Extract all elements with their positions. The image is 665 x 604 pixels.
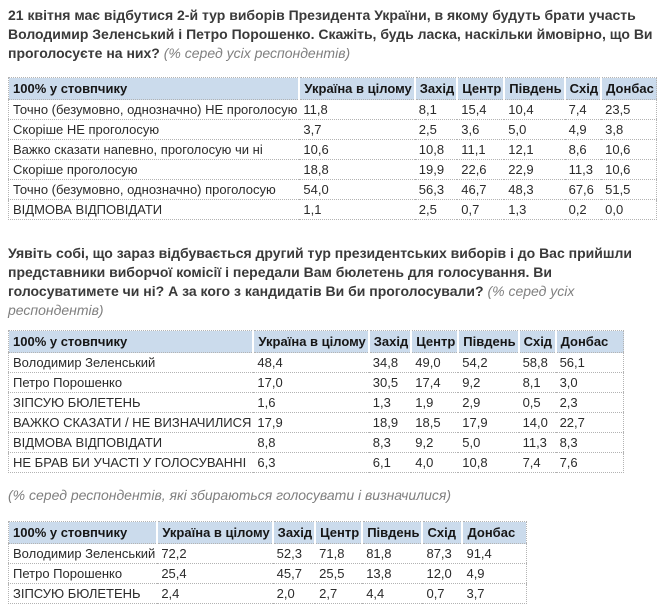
column-header: Схід	[565, 78, 602, 100]
row-label: ВІДМОВА ВІДПОВІДАТИ	[9, 433, 254, 453]
row-label: Важко сказати напевно, проголосую чи ні	[9, 140, 300, 160]
cell-value: 22,6	[457, 160, 504, 180]
table-vote-likelihood-by-region	[8, 77, 657, 220]
table-row	[9, 200, 657, 220]
cell-value: 8,1	[519, 373, 556, 393]
cell-value: 49,0	[411, 353, 458, 373]
decided-voters-note: (% серед респондентів, які збираються голосувати і визначилися)	[8, 487, 452, 503]
cell-value: 71,8	[315, 544, 362, 564]
header-row	[9, 331, 624, 353]
cell-value: 10,8	[415, 140, 457, 160]
cell-value: 2,3	[556, 393, 624, 413]
cell-value: 46,7	[457, 180, 504, 200]
cell-value: 10,6	[601, 160, 656, 180]
cell-value: 45,7	[273, 564, 315, 584]
table-row	[9, 140, 657, 160]
column-header: Центр	[411, 331, 458, 353]
cell-value: 8,1	[415, 100, 457, 120]
cell-value: 30,5	[369, 373, 411, 393]
table-row	[9, 393, 624, 413]
row-label: Володимир Зеленський	[9, 544, 158, 564]
table-row	[9, 160, 657, 180]
cell-value: 54,2	[458, 353, 518, 373]
cell-value: 11,1	[457, 140, 504, 160]
row-label: НЕ БРАВ БИ УЧАСТІ У ГОЛОСУВАННІ	[13, 455, 247, 470]
cell-value: 25,4	[157, 564, 272, 584]
cell-value: 17,0	[253, 373, 368, 393]
column-header: Центр	[457, 78, 504, 100]
cell-value: 11,3	[519, 433, 556, 453]
cell-value: 4,0	[415, 455, 434, 470]
cell-value: 9,2	[458, 373, 518, 393]
table-row	[9, 544, 527, 564]
column-header-label: 100% у стовпчику	[9, 331, 254, 353]
column-header: Південь	[458, 331, 518, 353]
column-header: Південь	[504, 78, 564, 100]
question-1-note: (% серед усіх респондентів)	[163, 45, 351, 61]
row-label: Скоріше проголосую	[9, 160, 300, 180]
question-1	[8, 6, 657, 63]
row-label: ЗІПСУЮ БЮЛЕТЕНЬ	[13, 586, 141, 601]
cell-value: 17,9	[253, 413, 368, 433]
cell-value: 11,3	[565, 160, 602, 180]
cell-value: 17,9	[458, 413, 518, 433]
cell-value: 3,7	[466, 586, 485, 601]
cell-value: 81,8	[362, 544, 422, 564]
cell-value: 10,6	[299, 140, 414, 160]
cell-value: 0,2	[568, 202, 587, 217]
cell-value: 18,8	[299, 160, 414, 180]
cell-value: 6,3	[257, 455, 276, 470]
cell-value: 10,4	[504, 100, 564, 120]
cell-value: 2,5	[415, 120, 457, 140]
cell-value: 8,6	[565, 140, 602, 160]
column-header: Україна в цілому	[157, 522, 272, 544]
cell-value: 58,8	[519, 353, 556, 373]
table-row	[9, 584, 527, 604]
row-label: Петро Порошенко	[9, 373, 254, 393]
column-header: Схід	[422, 522, 462, 544]
column-header: Донбас	[556, 331, 624, 353]
question-2-text: Уявіть собі, що зараз відбувається другий тур президентських виборів і до Вас прийшли представники виборчої комісії і передали Вам бюлетень для голосування. Ви голосуватимете чи ні? А за кого з кандидатів Ви би проголосували?	[8, 245, 633, 299]
cell-value: 2,4	[161, 586, 180, 601]
row-label: ВАЖКО СКАЗАТИ / НЕ ВИЗНАЧИЛИСЯ	[9, 413, 254, 433]
table-row	[9, 180, 657, 200]
table-row	[9, 373, 624, 393]
cell-value: 72,2	[157, 544, 272, 564]
cell-value: 91,4	[462, 544, 526, 564]
cell-value: 0,7	[461, 202, 480, 217]
cell-value: 3,0	[556, 373, 624, 393]
cell-value: 3,8	[601, 120, 656, 140]
cell-value: 7,6	[559, 455, 578, 470]
cell-value: 7,4	[565, 100, 602, 120]
row-label: Точно (безумовно, однозначно) проголосую	[9, 180, 300, 200]
column-header: Схід	[519, 331, 556, 353]
cell-value: 1,3	[369, 393, 411, 413]
cell-value: 14,0	[519, 413, 556, 433]
cell-value: 4,4	[366, 586, 385, 601]
cell-value: 67,6	[565, 180, 602, 200]
cell-value: 4,9	[565, 120, 602, 140]
cell-value: 10,6	[601, 140, 656, 160]
cell-value: 0,0	[605, 202, 624, 217]
cell-value: 51,5	[601, 180, 656, 200]
cell-value: 2,9	[458, 393, 518, 413]
table-vote-choice-all-respondents	[8, 330, 624, 473]
row-label: Петро Порошенко	[9, 564, 158, 584]
cell-value: 52,3	[273, 544, 315, 564]
row-label: ЗІПСУЮ БЮЛЕТЕНЬ	[9, 393, 254, 413]
question-2-note: (% серед усіх респондентів)	[8, 283, 575, 318]
cell-value: 56,1	[556, 353, 624, 373]
cell-value: 19,9	[415, 160, 457, 180]
cell-value: 13,8	[362, 564, 422, 584]
cell-value: 8,8	[253, 433, 368, 453]
column-header: Україна в цілому	[299, 78, 414, 100]
cell-value: 56,3	[415, 180, 457, 200]
cell-value: 25,5	[315, 564, 362, 584]
cell-value: 17,4	[411, 373, 458, 393]
cell-value: 34,8	[369, 353, 411, 373]
cell-value: 11,8	[299, 100, 414, 120]
cell-value: 48,3	[504, 180, 564, 200]
cell-value: 48,4	[253, 353, 368, 373]
table-row	[9, 413, 624, 433]
cell-value: 0,5	[519, 393, 556, 413]
cell-value: 12,1	[504, 140, 564, 160]
column-header: Донбас	[462, 522, 526, 544]
column-header: Донбас	[601, 78, 656, 100]
cell-value: 6,1	[372, 455, 391, 470]
cell-value: 23,5	[601, 100, 656, 120]
cell-value: 2,5	[418, 202, 437, 217]
cell-value: 5,0	[504, 120, 564, 140]
cell-value: 1,6	[253, 393, 368, 413]
cell-value: 2,7	[319, 586, 338, 601]
column-header: Захід	[369, 331, 411, 353]
table-row	[9, 100, 657, 120]
cell-value: 9,2	[411, 433, 458, 453]
question-2	[8, 244, 657, 320]
cell-value: 2,0	[276, 586, 295, 601]
cell-value: 3,7	[299, 120, 414, 140]
column-header: Україна в цілому	[253, 331, 368, 353]
cell-value: 8,3	[369, 433, 411, 453]
cell-value: 15,4	[457, 100, 504, 120]
row-label: ВІДМОВА ВІДПОВІДАТИ	[13, 202, 163, 217]
table-row	[9, 564, 527, 584]
cell-value: 1,3	[508, 202, 527, 217]
column-header-label: 100% у стовпчику	[9, 522, 158, 544]
table-row	[9, 433, 624, 453]
cell-value: 3,6	[457, 120, 504, 140]
cell-value: 5,0	[458, 433, 518, 453]
cell-value: 1,9	[411, 393, 458, 413]
cell-value: 18,9	[369, 413, 411, 433]
table-row	[9, 353, 624, 373]
column-header-label: 100% у стовпчику	[9, 78, 300, 100]
cell-value: 12,0	[422, 564, 462, 584]
column-header: Південь	[362, 522, 422, 544]
table-vote-choice-decided-voters	[8, 521, 527, 604]
cell-value: 54,0	[299, 180, 414, 200]
cell-value: 0,7	[426, 586, 445, 601]
question-1-text: 21 квітня має відбутися 2-й тур виборів Президента України, в якому будуть брати участь Володимир Зеленський і Петро Порошенко. Скажіть, будь ласка, наскільки ймовірно, що Ви проголосуєте на них?	[8, 7, 653, 61]
cell-value: 8,3	[556, 433, 624, 453]
row-label: Володимир Зеленський	[9, 353, 254, 373]
cell-value: 18,5	[411, 413, 458, 433]
cell-value: 87,3	[422, 544, 462, 564]
row-label: Скоріше НЕ проголосую	[9, 120, 300, 140]
header-row	[9, 78, 657, 100]
cell-value: 22,9	[504, 160, 564, 180]
column-header: Центр	[315, 522, 362, 544]
row-label: Точно (безумовно, однозначно) НЕ проголосую	[9, 100, 300, 120]
column-header: Захід	[273, 522, 315, 544]
cell-value: 10,8	[462, 455, 488, 470]
header-row	[9, 522, 527, 544]
cell-value: 4,9	[462, 564, 526, 584]
cell-value: 1,1	[303, 202, 322, 217]
table-row	[9, 120, 657, 140]
table-row	[9, 453, 624, 473]
column-header: Захід	[415, 78, 457, 100]
cell-value: 7,4	[522, 455, 541, 470]
cell-value: 22,7	[556, 413, 624, 433]
